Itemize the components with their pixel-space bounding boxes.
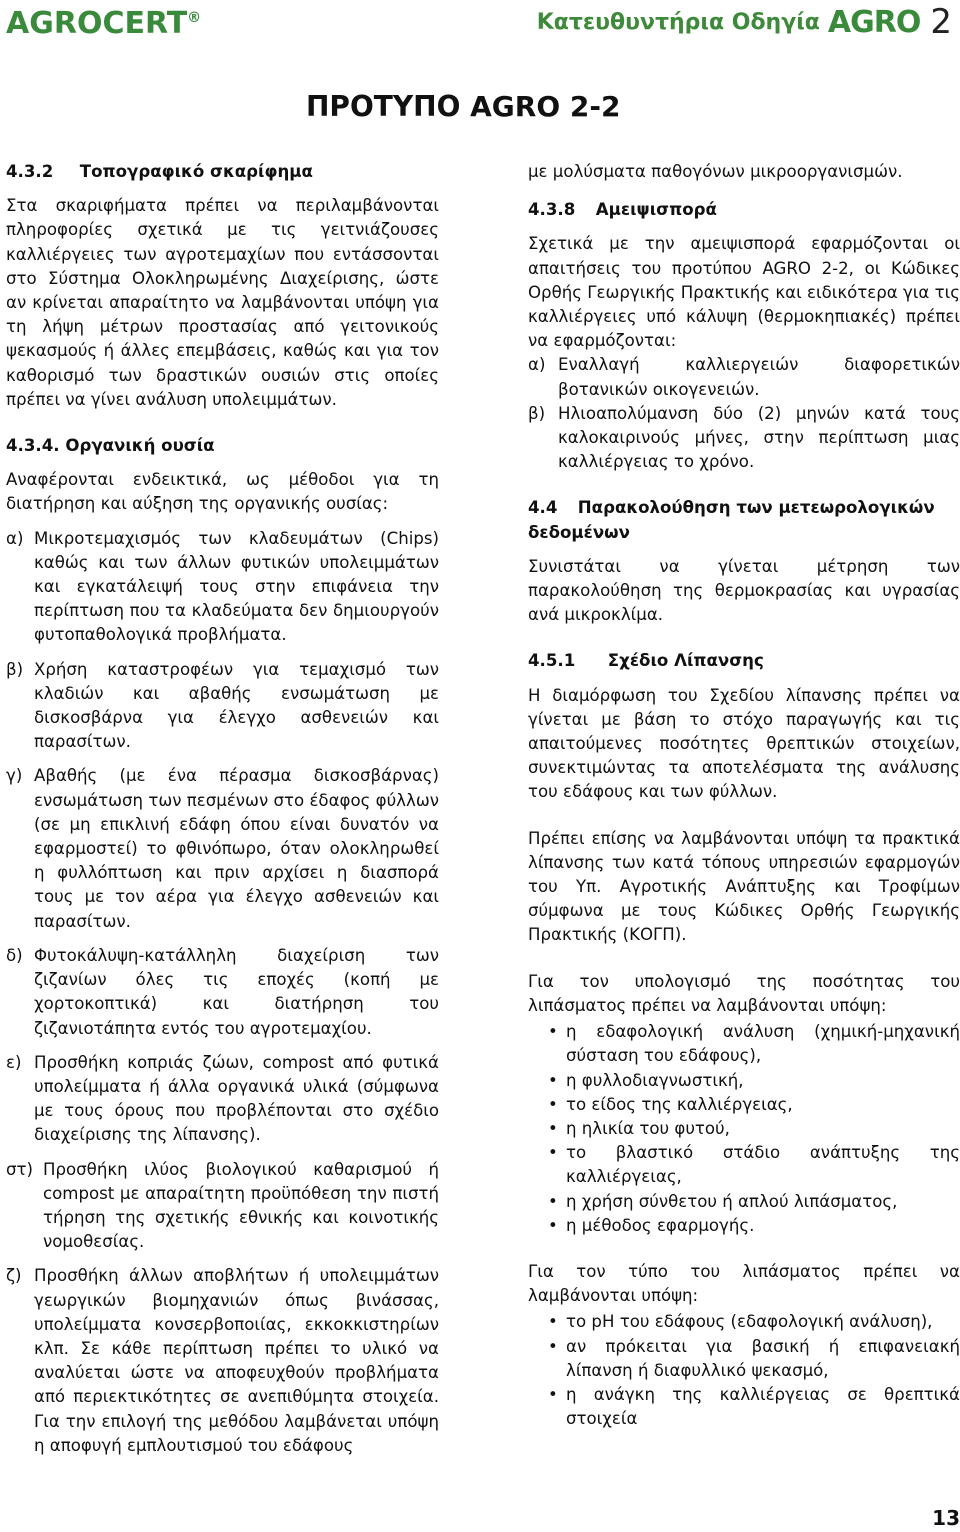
item-text: Προσθήκη ιλύος βιολογικού καθαρισμού ή compost με απαραίτητη προϋπόθεση την πιστή τήρηση της σχετικής εθνικής και κοινοτικής νομοθεσίας.	[43, 1159, 439, 1252]
agro-logo-number: 2	[930, 2, 952, 42]
section-title: Αμειψισπορά	[595, 200, 717, 220]
list-item-text: η ανάγκη της καλλιέργειας σε θρεπτικά στοιχεία	[566, 1384, 960, 1429]
list-item	[528, 1214, 960, 1238]
page-number: 13	[932, 1506, 960, 1530]
section-number: 4.4	[528, 498, 558, 518]
registered-mark-icon: ®	[187, 10, 202, 26]
item-text: Μικροτεμαχισμός των κλαδευμάτων (Chips) καθώς και των άλλων φυτικών υπολειμμάτων και εγκατάλειψή τους στην επιφάνεια την περίπτωση που τα κλαδεύματα δεν δημιουργούν φυτοπαθολογικά προβλήματα.	[34, 528, 439, 645]
section-title: Παρακολούθηση των μετεωρολογικών δεδομένων	[528, 498, 935, 542]
item-text: Φυτοκάλυψη-κατάλληλη διαχείριση των ζιζανίων όλες τις εποχές (κοπή με χορτοκοπτικά) και διατήρηση του ζιζανιοτάπητα εντός του αγροτεμαχίου.	[34, 945, 439, 1038]
list-item-text: το βλαστικό στάδιο ανάπτυξης της καλλιέργειας,	[566, 1143, 960, 1187]
list-item-text: η μέθοδος εφαρμογής.	[566, 1215, 755, 1235]
item-text: Αβαθής (με ένα πέρασμα δισκοσβάρνας) ενσωμάτωση των πεσμένων στο έδαφος φύλλων (σε μη επικλινή εδάφη όπου είναι δυνατόν να εφαρμοστεί) το φθινόπωρο, όταν ολοκληρωθεί η φυλλόπτωση και πριν αρχίσει η διασπορά τους με τον αέρα για έλεγχο ασθενειών και παρασίτων.	[34, 766, 439, 931]
section-4-3-4-intro: Αναφέρονται ενδεικτικά, ως μέθοδοι για τη διατήρηση και αύξηση της οργανικής ουσίας:	[6, 470, 439, 514]
section-title: Τοπογραφικό σκαρίφημα	[79, 162, 313, 181]
list-item-text: η χρήση σύνθετου ή απλού λιπάσματος,	[566, 1191, 898, 1211]
bullet-icon: •	[548, 1022, 558, 1042]
section-4-4-heading	[528, 496, 960, 544]
bullet-icon: •	[548, 1215, 558, 1235]
fertilizer-type-list	[528, 1310, 960, 1431]
list-item	[528, 1190, 960, 1214]
list-item	[528, 1141, 960, 1189]
item-label: ζ)	[6, 1266, 22, 1286]
section-4-3-8-text: Σχετικά με την αμειψισπορά εφαρμόζονται οι απαιτήσεις του προτύπου AGRO 2-2, οι Κώδικες Ορθής Γεωργικής Πρακτικής και ειδικότερα για τις καλλιέργειες υπό κάλυψη (θερμοκηπιακές) πρέπει να εφαρμόζονται:	[528, 234, 960, 351]
list-item-text: η ηλικία του φυτού,	[566, 1118, 730, 1138]
item-label: στ)	[6, 1159, 33, 1179]
list-item	[528, 353, 960, 401]
section-4-5-1-heading	[528, 649, 960, 673]
section-title: Σχέδιο Λίπανσης	[607, 651, 764, 671]
item-label: β)	[6, 659, 24, 679]
list-item	[528, 1117, 960, 1141]
bullet-icon: •	[548, 1143, 558, 1163]
fertilization-paragraph-1: Η διαμόρφωση του Σχεδίου λίπανσης πρέπει να γίνεται με βάση το στόχο παραγωγής και τις απαιτούμενες ποσότητες θρεπτικών στοιχείων, συνεκτιμώντας τα αποτελέσματα της ανάλυσης του εδάφους και των φύλλων.	[528, 685, 960, 802]
list-item	[6, 944, 439, 1041]
list-item	[528, 1335, 960, 1383]
list-item	[528, 1093, 960, 1117]
header-right	[537, 2, 952, 42]
document-type-title: Κατευθυντήρια Οδηγία	[536, 9, 820, 35]
list-item	[528, 1383, 960, 1431]
list-item	[6, 1051, 439, 1148]
list-item	[6, 764, 439, 933]
list-item-text: αν πρόκειται για βασική ή επιφανειακή λίπανση ή διαφυλλικό ψεκασμό,	[566, 1336, 960, 1380]
item-label: δ)	[6, 945, 23, 965]
agrocert-logo	[6, 6, 201, 41]
item-label: α)	[6, 528, 24, 548]
bullet-icon: •	[548, 1070, 558, 1090]
list-item-text: η φυλλοδιαγνωστική,	[566, 1070, 744, 1090]
item-text: Χρήση καταστροφέων για τεμαχισμό των κλαδιών και αβαθής ενσωμάτωση με δισκοσβάρνα για έλεγχο ασθενειών και παρασίτων.	[34, 659, 439, 752]
section-4-3-2-heading	[6, 160, 439, 184]
fertilization-paragraph-2: Πρέπει επίσης να λαμβάνονται υπόψη τα πρακτικά λίπανσης των κατά τόπους υπηρεσιών εφαρμογών του Υπ. Αγροτικής Ανάπτυξης και Τροφίμων σύμφωνα με τους Κώδικες Ορθής Γεωργικής Πρακτικής (ΚΟΓΠ).	[528, 828, 960, 945]
list-item	[6, 1158, 439, 1255]
item-text: Εναλλαγή καλλιεργειών διαφορετικών βοτανικών οικογενειών.	[558, 355, 960, 399]
right-column	[528, 160, 960, 1431]
item-label: γ)	[6, 766, 23, 786]
list-item	[6, 527, 439, 648]
section-number: 4.3.2	[6, 162, 54, 181]
list-item-text: το pH του εδάφους (εδαφολογική ανάλυση),	[566, 1312, 933, 1332]
agro-logo: AGRO	[827, 4, 921, 40]
bullet-icon: •	[548, 1312, 558, 1332]
list-item	[528, 1020, 960, 1068]
list-item	[6, 1264, 439, 1458]
bullet-icon: •	[548, 1118, 558, 1138]
section-number: 4.3.4.	[6, 436, 60, 456]
list-item	[528, 1069, 960, 1093]
bullet-icon: •	[548, 1094, 558, 1114]
item-label: β)	[528, 403, 546, 423]
list-item-text: η εδαφολογική ανάλυση (χημική-μηχανική σύσταση του εδάφους),	[566, 1022, 960, 1066]
section-number: 4.5.1	[528, 651, 576, 671]
section-4-4-text: Συνιστάται να γίνεται μέτρηση των παρακολούθηση της θερμοκρασίας και υγρασίας ανά μικροκλίμα.	[528, 556, 960, 625]
bullet-icon: •	[548, 1336, 558, 1356]
agrocert-logo-text: AGROCERT	[6, 6, 188, 41]
bullet-icon: •	[548, 1384, 558, 1404]
section-number: 4.3.8	[528, 200, 576, 220]
standard-title: ΠΡΟΤΥΠΟ AGRO 2-2	[306, 90, 621, 123]
left-column	[6, 160, 439, 1458]
section-4-3-4-heading	[6, 434, 439, 458]
fertilizer-quantity-list	[528, 1020, 960, 1238]
list-item	[6, 658, 439, 755]
item-label: ε)	[6, 1052, 22, 1072]
fertilization-paragraph-3: Για τον υπολογισμό της ποσότητας του λιπάσματος πρέπει να λαμβάνονται υπόψη:	[528, 971, 960, 1015]
continued-text: με μολύσματα παθογόνων μικροοργανισμών.	[528, 162, 903, 181]
section-title: Οργανική ουσία	[65, 436, 215, 456]
item-text: Ηλιοαπολύμανση δύο (2) μηνών κατά τους καλοκαιρινούς μήνες, στην περίπτωση μιας καλλιέργειας το χρόνο.	[558, 403, 960, 472]
list-item-text: το είδος της καλλιέργειας,	[566, 1094, 793, 1114]
item-text: Προσθήκη άλλων αποβλήτων ή υπολειμμάτων γεωργικών βιομηχανιών όπως βινάσσας, υπολείμματα κονσερβοποιίας, εκκοκκιστηρίων κλπ. Σε κάθε περίπτωση πρέπει το υλικό να αναλύεται ώστε να αποφευχθούν προβλήματα από περιεκτικότητες σε ανεπιθύμητα στοιχεία. Για την επιλογή της μεθόδου λαμβάνεται υπόψη η αποφυγή εμπλουτισμού του εδάφους	[34, 1266, 439, 1455]
list-item	[528, 402, 960, 475]
bullet-icon: •	[548, 1191, 558, 1211]
section-4-3-8-heading	[528, 198, 960, 222]
item-label: α)	[528, 355, 546, 375]
section-4-3-2-text: Στα σκαριφήματα πρέπει να περιλαμβάνονται πληροφορίες σχετικά με τις γειτνιάζουσες καλλιέργειες των αγροτεμαχίων που εντάσσονται στο Σύστημα Ολοκληρωμένης Διαχείρισης, ώστε αν κρίνεται απαραίτητο να λαμβάνονται υπόψη για τη λήψη μέτρων προστασίας από γειτονικούς ψεκασμούς ή άλλες επεμβάσεις, καθώς και για τον καθορισμό των δραστικών ουσιών στις οποίες πρέπει να γίνει ανάλυση υπολειμμάτων.	[6, 196, 439, 409]
list-item	[528, 1310, 960, 1334]
item-text: Προσθήκη κοπριάς ζώων, compost από φυτικά υπολείμματα ή άλλα οργανικά υλικά (σύμφωνα με τους όρους που προβλέπονται στο σχέδιο διαχείρισης της λίπανσης).	[34, 1052, 439, 1145]
fertilization-paragraph-4: Για τον τύπο του λιπάσματος πρέπει να λαμβάνονται υπόψη:	[528, 1261, 960, 1306]
